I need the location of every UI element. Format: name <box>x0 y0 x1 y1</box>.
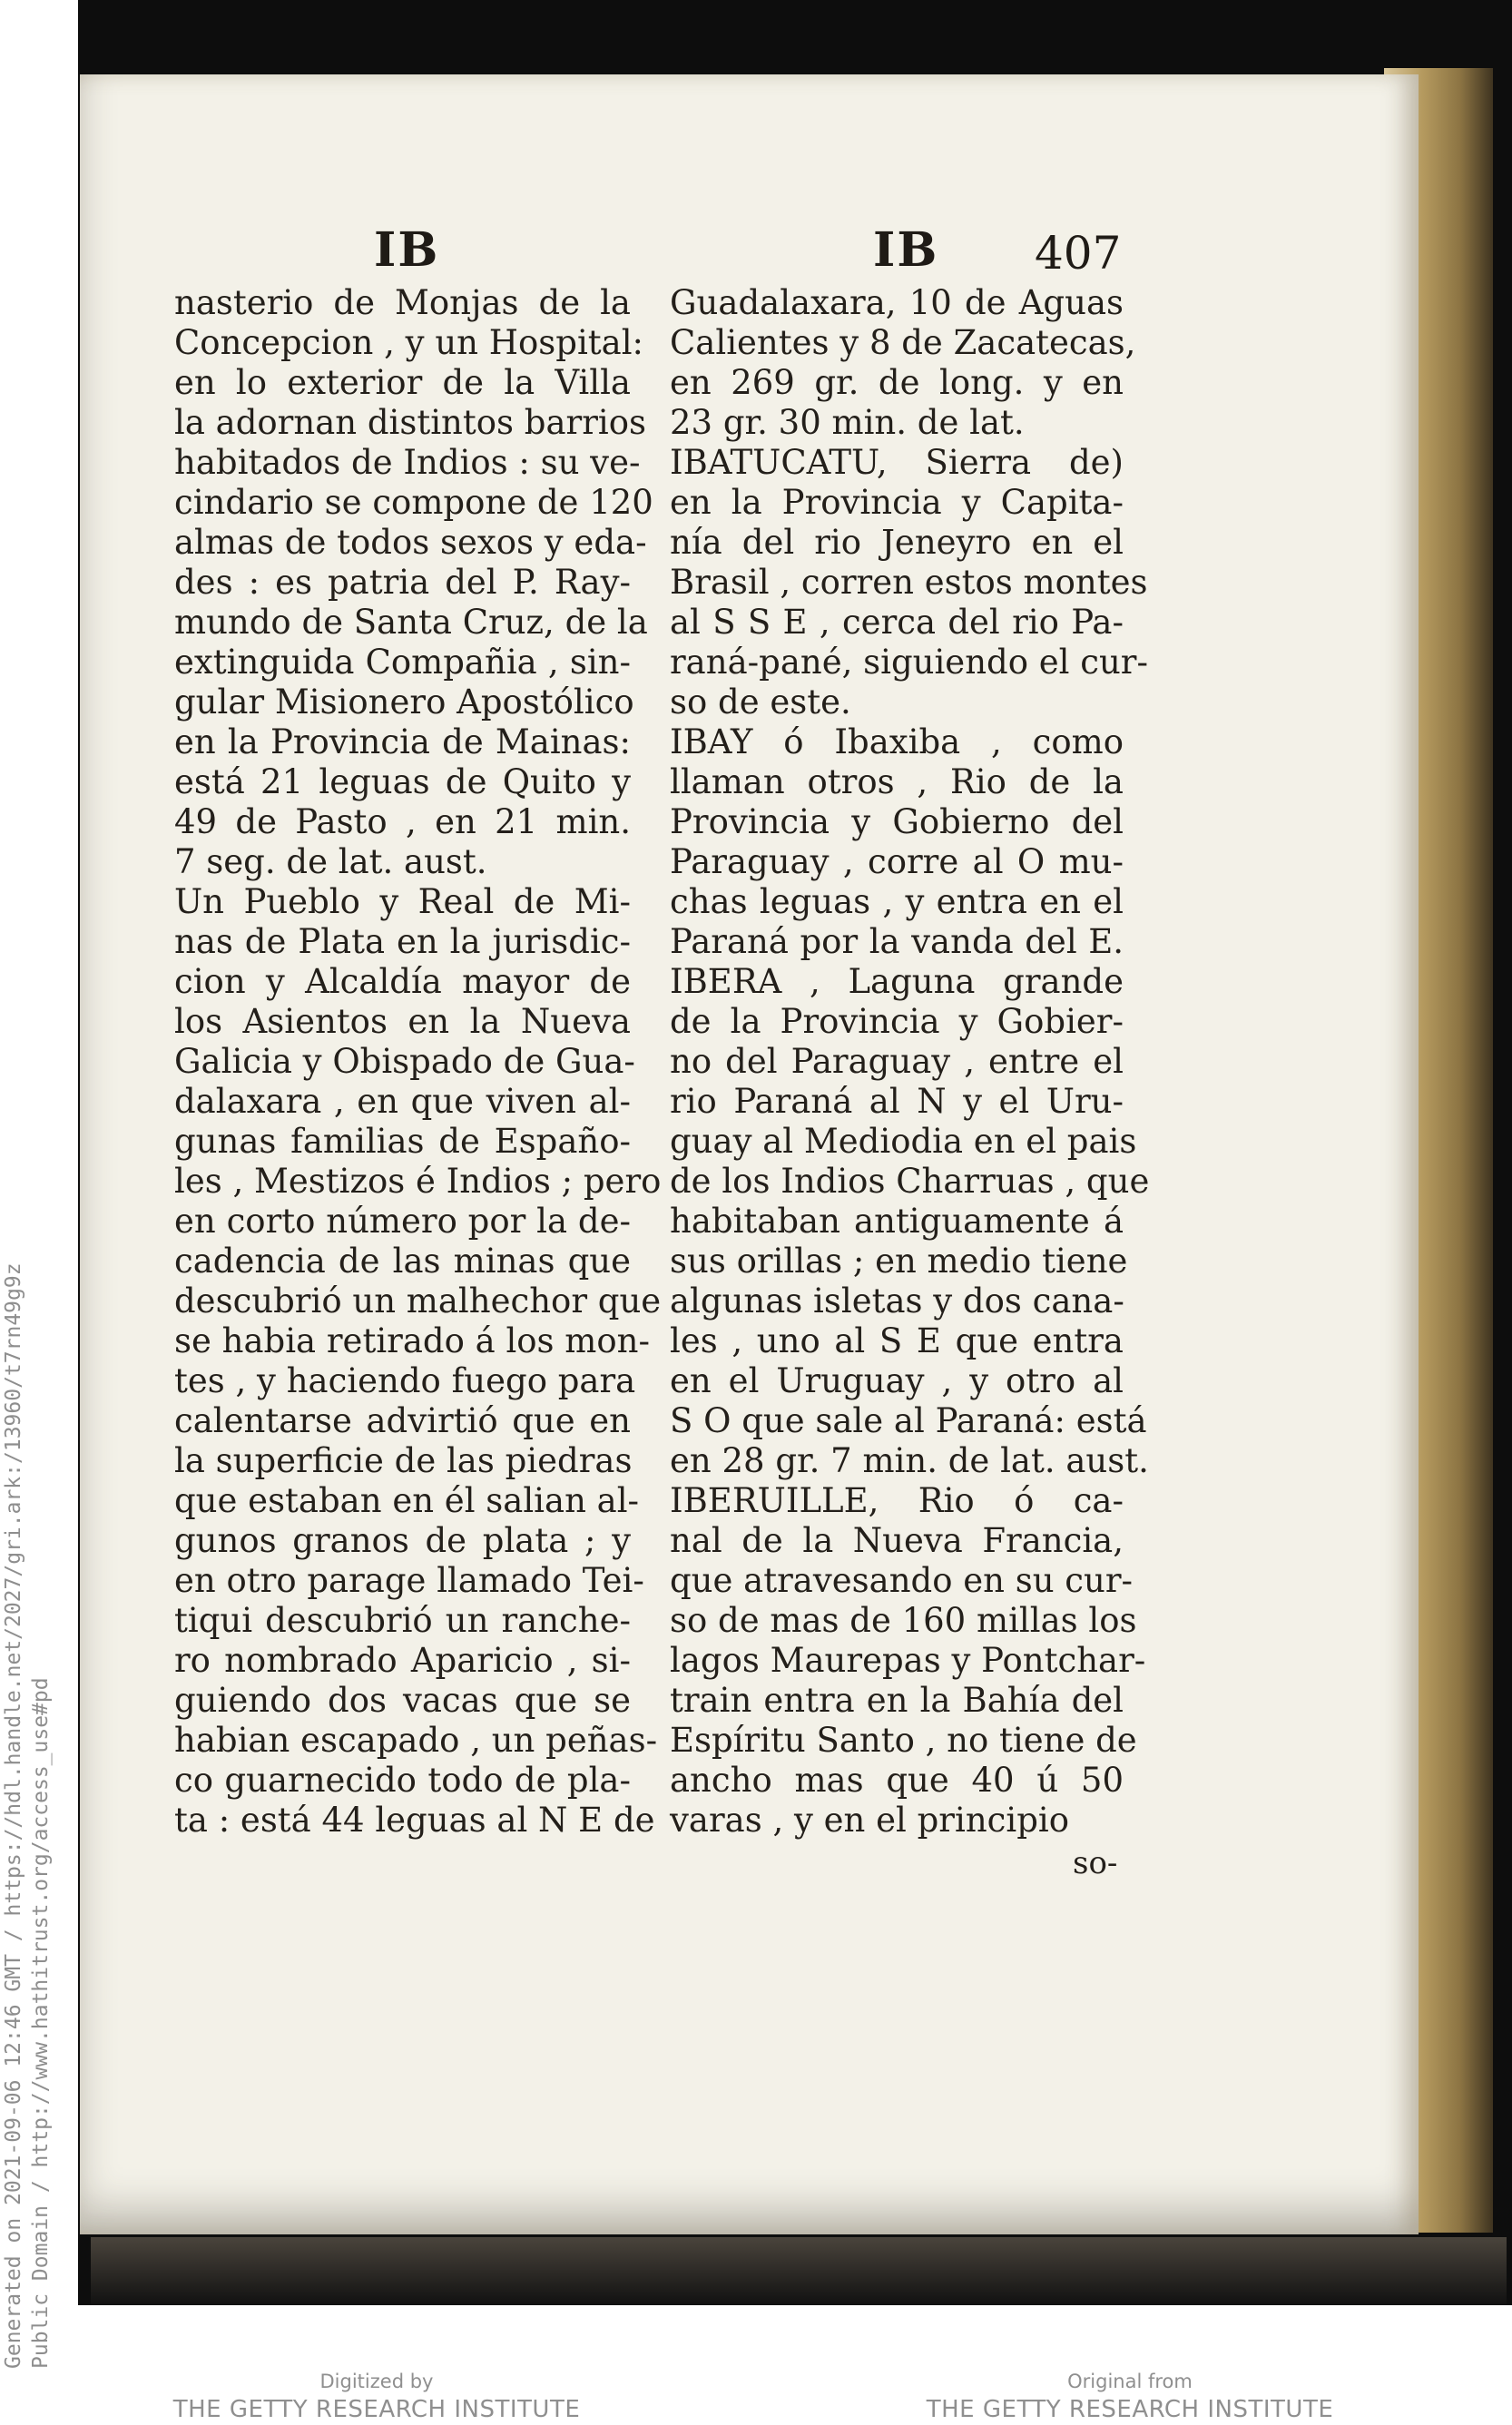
text-line: está 21 leguas de Quito y <box>174 762 631 801</box>
text-line: 49 de Pasto , en 21 min. <box>174 802 631 841</box>
text-line: en otro parage llamado Tei- <box>174 1561 644 1600</box>
text-line: 7 seg. de lat. aust. <box>174 842 487 881</box>
text-line: Un Pueblo y Real de Mi- <box>174 882 631 921</box>
text-line: nasterio de Monjas de la <box>174 283 631 322</box>
text-line: la superficie de las piedras <box>174 1441 633 1480</box>
text-line: calentarse advirtió que en <box>174 1401 631 1440</box>
text-line: varas , y en el principio <box>670 1801 1070 1840</box>
text-line: habitados de Indios : su ve- <box>174 443 641 482</box>
text-line: IBAY ó Ibaxiba , como <box>670 722 1124 761</box>
text-line: tiqui descubrió un ranche- <box>174 1601 631 1640</box>
footer-digitized-label: Digitized by <box>319 2371 434 2392</box>
text-line: nas de Plata en la jurisdic- <box>174 922 631 961</box>
text-line: sus orillas ; en medio tiene <box>670 1242 1128 1281</box>
page-number: 407 <box>1035 227 1122 280</box>
text-line: en corto número por la de- <box>174 1202 631 1241</box>
text-line: Paraná por la vanda del E. <box>670 922 1124 961</box>
text-line: ro nombrado Aparicio , si- <box>174 1641 631 1680</box>
text-line: so de este. <box>670 682 851 722</box>
text-line: 23 gr. 30 min. de lat. <box>670 403 1025 442</box>
text-line: en la Provincia de Mainas: <box>174 722 631 761</box>
text-line: lagos Maurepas y Pontchar- <box>670 1641 1146 1680</box>
text-line: almas de todos sexos y eda- <box>174 523 647 562</box>
text-line: co guarnecido todo de pla- <box>174 1761 631 1800</box>
text-line: les , uno al S E que entra <box>670 1321 1124 1360</box>
text-line: Calientes y 8 de Zacatecas, <box>670 323 1136 362</box>
text-line: so de mas de 160 millas los <box>670 1601 1137 1640</box>
text-line: de la Provincia y Gobier- <box>670 1002 1124 1041</box>
text-line: de los Indios Charruas , que <box>670 1162 1150 1201</box>
text-line: guiendo dos vacas que se <box>174 1681 631 1720</box>
footer-digitized-by <box>172 2369 581 2425</box>
right-text-column <box>670 283 1150 1841</box>
text-line: IBERUILLE, Rio ó ca- <box>670 1481 1124 1520</box>
text-line: los Asientos en la Nueva <box>174 1002 631 1041</box>
text-line: gunas familias de Españo- <box>174 1122 631 1161</box>
text-line: que estaban en él salian al- <box>174 1481 640 1520</box>
text-line: guay al Mediodia en el pais <box>670 1122 1137 1161</box>
text-line: raná-pané, siguiendo el cur- <box>670 643 1148 682</box>
footer-original-label: Original from <box>1067 2371 1193 2392</box>
text-line: dalaxara , en que viven al- <box>174 1082 631 1121</box>
text-line: nal de la Nueva Francia, <box>670 1521 1124 1560</box>
text-line: descubrió un malhechor que <box>174 1281 662 1320</box>
text-line: la adornan distintos barrios <box>174 403 646 442</box>
text-line: train entra en la Bahía del <box>670 1681 1124 1720</box>
text-line: en lo exterior de la Villa <box>174 363 631 402</box>
text-line: cindario se compone de 120 <box>174 483 653 522</box>
text-line: mundo de Santa Cruz, de la <box>174 603 648 642</box>
text-line: nía del rio Jeneyro en el <box>670 523 1124 562</box>
text-line: Provincia y Gobierno del <box>670 802 1124 841</box>
text-line: habian escapado , un peñas- <box>174 1721 658 1760</box>
text-line: que atravesando en su cur- <box>670 1561 1134 1600</box>
text-line: habitaban antiguamente á <box>670 1202 1124 1241</box>
text-line: S O que sale al Paraná: está <box>670 1401 1147 1440</box>
text-line: Espíritu Santo , no tiene de <box>670 1721 1137 1760</box>
text-line: Galicia y Obispado de Gua- <box>174 1042 635 1081</box>
text-line: al S S E , cerca del rio Pa- <box>670 603 1124 642</box>
text-line: les , Mestizos é Indios ; pero <box>174 1162 662 1201</box>
text-line: tes , y haciendo fuego para <box>174 1361 636 1400</box>
text-line: Brasil , corren estos montes <box>670 563 1148 602</box>
footer-original-from <box>926 2369 1334 2425</box>
text-line: des : es patria del P. Ray- <box>174 563 631 602</box>
text-line: se habia retirado á los mon- <box>174 1321 650 1360</box>
left-text-column <box>174 283 662 1841</box>
catchword: so- <box>1073 1845 1118 1881</box>
text-line: Concepcion , y un Hospital: <box>174 323 644 362</box>
text-line: gunos granos de plata ; y <box>174 1521 631 1560</box>
footer-original-institution: THE GETTY RESEARCH INSTITUTE <box>926 2396 1334 2423</box>
text-line: gular Misionero Apostólico <box>174 682 634 722</box>
text-line: IBERA , Laguna grande <box>670 962 1124 1001</box>
running-head-right: IB <box>873 222 939 278</box>
text-line: algunas isletas y dos cana- <box>670 1281 1124 1320</box>
text-line: rio Paraná al N y el Uru- <box>670 1082 1124 1121</box>
book-bottom-shadow <box>91 2237 1507 2305</box>
text-line: Guadalaxara, 10 de Aguas <box>670 283 1124 322</box>
watermark-line-1: Generated on 2021-09-06 12:46 GMT / https://hdl.handle.net/2027/gri.ark:/13960/t7rn49g9z <box>2 1262 25 2369</box>
running-head-left: IB <box>374 222 440 278</box>
footer-digitized-institution: THE GETTY RESEARCH INSTITUTE <box>172 2396 581 2423</box>
text-line: Paraguay , corre al O mu- <box>670 842 1124 881</box>
text-line: en 269 gr. de long. y en <box>670 363 1124 402</box>
text-line: en la Provincia y Capita- <box>670 483 1124 522</box>
text-line: IBATUCATU, Sierra de) <box>670 443 1124 482</box>
text-line: cadencia de las minas que <box>174 1242 631 1281</box>
text-line: ancho mas que 40 ú 50 <box>670 1761 1124 1800</box>
text-line: ta : está 44 leguas al N E de <box>174 1801 655 1840</box>
text-line: en el Uruguay , y otro al <box>670 1361 1124 1400</box>
text-line: no del Paraguay , entre el <box>670 1042 1124 1081</box>
text-line: chas leguas , y entra en el <box>670 882 1124 921</box>
watermark-line-2: Public Domain / http://www.hathitrust.org/access_use#pd <box>29 1677 53 2369</box>
text-line: llaman otros , Rio de la <box>670 762 1124 801</box>
hathitrust-watermark <box>0 1144 54 2369</box>
text-line: en 28 gr. 7 min. de lat. aust. <box>670 1441 1149 1480</box>
text-line: extinguida Compañia , sin- <box>174 643 631 682</box>
text-line: cion y Alcaldía mayor de <box>174 962 631 1001</box>
